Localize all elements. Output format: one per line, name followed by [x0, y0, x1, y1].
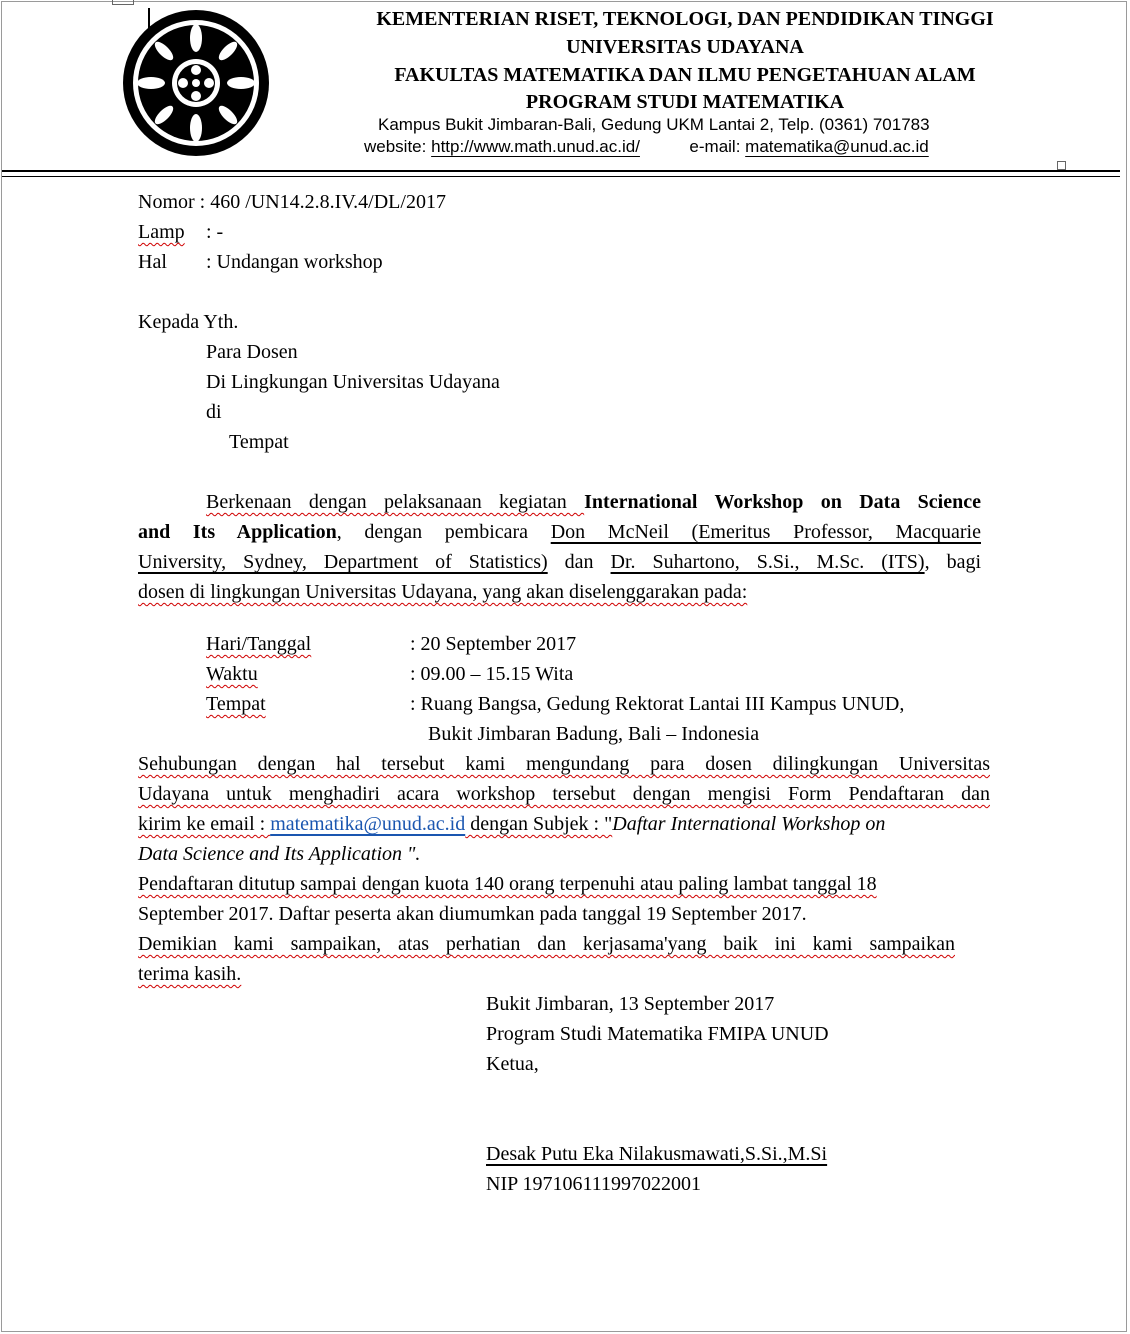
p1-l2-c: Don McNeil (Emeritus Professor, Macquarie: [550, 521, 981, 543]
recipient-line-5: Tempat: [229, 431, 289, 453]
recipient-line-3: Di Lingkungan Universitas Udayana: [206, 371, 500, 393]
email-link[interactable]: matematika@unud.ac.id: [270, 813, 466, 835]
university-logo: [118, 8, 274, 158]
p2-l3-a: kirim ke email :: [138, 813, 271, 835]
p2-l4: Data Science and Its Application ".: [138, 843, 421, 865]
header-email-link[interactable]: matematika@unud.ac.id: [745, 137, 929, 156]
website-label: website:: [364, 137, 427, 156]
address-line: Kampus Bukit Jimbaran-Bali, Gedung UKM Lantai 2, Telp. (0361) 701783: [378, 115, 930, 134]
event-day-value: : 20 September 2017: [410, 633, 577, 655]
university-title: UNIVERSITAS UDAYANA: [566, 36, 804, 58]
p2-l3-b: dengan Subjek : ": [465, 813, 613, 835]
paragraph1-line2: [138, 517, 981, 547]
email-label: e-mail:: [689, 137, 741, 156]
recipient-line-2: Para Dosen: [206, 341, 298, 363]
p1-l3-a: University, Sydney, Department of Statistics): [138, 551, 548, 573]
event-time-label: Waktu: [206, 663, 258, 685]
paragraph3-line1: Pendaftaran ditutup sampai dengan kuota 140 orang terpenuhi atau paling lambat tanggal 18: [138, 873, 877, 895]
event-day-label: Hari/Tanggal: [206, 633, 312, 655]
event-time-value: : 09.00 – 15.15 Wita: [410, 663, 574, 685]
handle-top[interactable]: [112, 0, 134, 5]
p1-l3-b: dan: [547, 551, 611, 573]
faculty-title: FAKULTAS MATEMATIKA DAN ILMU PENGETAHUAN ALAM: [394, 64, 976, 86]
paragraph1-line3: [138, 547, 981, 577]
p1-l1-a: Berkenaan dengan pelaksanaan kegiatan: [206, 491, 585, 513]
p1-l3-c: Dr. Suhartono, S.Si., M.Sc. (ITS): [610, 551, 925, 573]
program-title: PROGRAM STUDI MATEMATIKA: [525, 91, 845, 113]
paragraph1-line4: dosen di lingkungan Universitas Udayana, yang akan diselenggarakan pada:: [138, 581, 748, 603]
paragraph2-line3: [138, 809, 885, 839]
header-rule: [2, 170, 1120, 172]
event-place-value2: Bukit Jimbaran Badung, Bali – Indonesia: [428, 723, 760, 745]
signature-role: Ketua,: [486, 1053, 539, 1075]
paragraph4-line2: terima kasih.: [138, 963, 242, 985]
paragraph2-line4: [138, 839, 420, 869]
signature-org: Program Studi Matematika FMIPA UNUD: [486, 1023, 829, 1045]
resize-handle[interactable]: [1057, 161, 1066, 170]
ministry-title: KEMENTERIAN RISET, TEKNOLOGI, DAN PENDIDIKAN TINGGI: [376, 8, 994, 30]
lamp-value: : -: [206, 221, 224, 243]
recipient-greeting: Kepada Yth.: [138, 311, 239, 333]
p1-l1-b: International Workshop on Data Science: [584, 491, 981, 513]
header-rule-thin: [2, 176, 1120, 177]
signature-name: Desak Putu Eka Nilakusmawati,S.Si.,M.Si: [486, 1143, 828, 1165]
p2-l1: Sehubungan dengan hal tersebut kami mengundang para dosen dilingkungan Universitas: [138, 753, 990, 775]
paragraph2-line1: [138, 749, 990, 779]
contact-line: [364, 137, 929, 157]
p1-l3-d: , bagi: [924, 551, 982, 573]
event-place-value1: : Ruang Bangsa, Gedung Rektorat Lantai III Kampus UNUD,: [410, 693, 905, 715]
p2-l3-c: Daftar International Workshop on: [612, 813, 886, 835]
lamp-label: Lamp: [138, 221, 185, 243]
paragraph2-line2: [138, 779, 990, 809]
p2-l2: Udayana untuk menghadiri acara workshop tersebut dengan mengisi Form Pendaftaran dan: [138, 783, 990, 805]
signature-place-date: Bukit Jimbaran, 13 September 2017: [486, 993, 775, 1015]
paragraph3-line2: September 2017. Daftar peserta akan diumumkan pada tanggal 19 September 2017.: [138, 903, 807, 925]
hal-label: Hal: [138, 251, 167, 273]
p1-l2-b: , dengan pembicara: [336, 521, 551, 543]
p1-l2-a: and Its Application: [138, 521, 337, 543]
website-link[interactable]: http://www.math.unud.ac.id/: [431, 137, 640, 156]
signature-nip: NIP 197106111997022001: [486, 1173, 701, 1195]
paragraph4-line1: [138, 929, 955, 959]
paragraph1-line1: [206, 487, 981, 517]
event-place-label: Tempat: [206, 693, 266, 715]
letter-number: Nomor : 460 /UN14.2.8.IV.4/DL/2017: [138, 191, 446, 213]
recipient-line-4: di: [206, 401, 222, 423]
hal-value: : Undangan workshop: [206, 251, 383, 273]
p4-l1: Demikian kami sampaikan, atas perhatian dan kerjasama'yang baik ini kami sampaikan: [138, 933, 955, 955]
